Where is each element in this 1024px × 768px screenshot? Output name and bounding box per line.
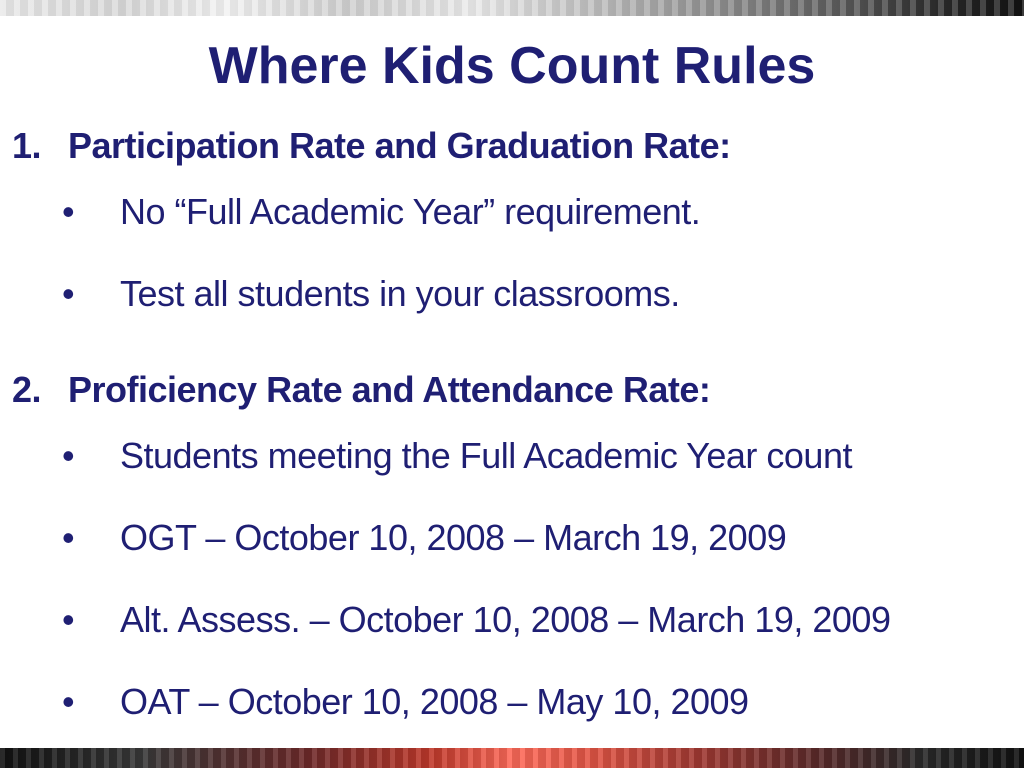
bullet-text: Students meeting the Full Academic Year count bbox=[120, 435, 852, 476]
top-decorative-band bbox=[0, 0, 1024, 16]
bullet-text: OAT – October 10, 2008 – May 10, 2009 bbox=[120, 681, 749, 722]
bullet-icon: • bbox=[62, 435, 75, 476]
bullet-text: OGT – October 10, 2008 – March 19, 2009 bbox=[120, 517, 787, 558]
bullet-icon: • bbox=[62, 191, 75, 232]
list-item bbox=[62, 274, 680, 314]
bottom-decorative-band bbox=[0, 748, 1024, 768]
bullet-text: Alt. Assess. – October 10, 2008 – March 19, 2009 bbox=[120, 599, 891, 640]
bullet-text: No “Full Academic Year” requirement. bbox=[120, 191, 701, 232]
list-item bbox=[62, 682, 749, 722]
list-item bbox=[62, 600, 890, 640]
bullet-icon: • bbox=[62, 681, 75, 722]
bullet-icon: • bbox=[62, 599, 75, 640]
list-item bbox=[62, 436, 852, 476]
bullet-icon: • bbox=[62, 517, 75, 558]
section-2-heading-text: Proficiency Rate and Attendance Rate: bbox=[68, 369, 711, 410]
section-1-heading-text: Participation Rate and Graduation Rate: bbox=[68, 125, 731, 166]
section-1-heading bbox=[12, 126, 731, 166]
list-item bbox=[62, 518, 786, 558]
slide-title: Where Kids Count Rules bbox=[208, 37, 816, 95]
bullet-icon: • bbox=[62, 273, 75, 314]
section-1-number: 1. bbox=[12, 125, 42, 166]
list-item bbox=[62, 192, 700, 232]
section-2-number: 2. bbox=[12, 369, 42, 410]
section-2-heading bbox=[12, 370, 710, 410]
bullet-text: Test all students in your classrooms. bbox=[120, 273, 680, 314]
